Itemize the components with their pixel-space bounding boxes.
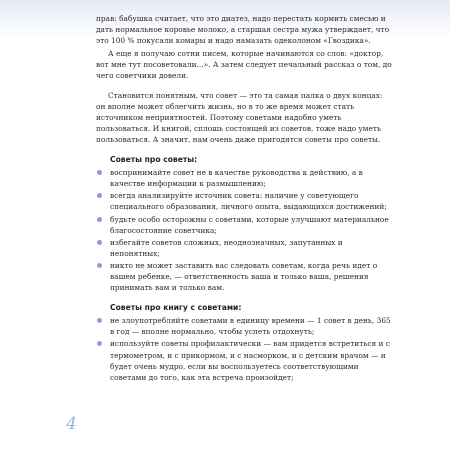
bullet-icon	[97, 193, 102, 198]
paragraph-letters: А еще я получаю сотни писем, которые начинаются со слов: «доктор, вот мне тут посоветовали...». А затем следует печальный рассказ о том, до чего советчики довели.	[96, 49, 392, 81]
list-item-text: не злоупотребляйте советами в единицу времени — 1 совет в день, 365 в год — вполне нормально, чтобы успеть отдохнуть;	[110, 316, 391, 337]
list-item	[96, 237, 392, 259]
list-item-text: воспринимайте совет не в качестве руководства к действию, а в качестве информации к размышлению;	[110, 168, 363, 189]
bullet-icon	[97, 240, 102, 245]
book-advice-list	[96, 315, 392, 383]
bullet-icon	[97, 170, 102, 175]
list-item	[96, 315, 392, 337]
advice-list	[96, 167, 392, 293]
page-text	[96, 13, 392, 384]
list-item-text: никто не может заставить вас следовать советам, когда речь идет о вашем ребенке, — ответственность ваша и только ваша, решения принимать вам и только вам.	[110, 260, 378, 293]
bullet-icon	[97, 318, 102, 323]
list-item-text: избегайте советов сложных, неоднозначных, запутанных и непонятных;	[110, 237, 343, 258]
section-heading-book-advice: Советы про книгу с советами:	[110, 303, 242, 313]
list-item	[96, 190, 392, 212]
list-item	[96, 260, 392, 293]
list-item-text: используйте советы профилактически — вам придется встретиться и с термометром, и с прикормом, и с насморком, и с детским врачом — и будет очень мудро, если вы воспользуетесь соответствующими советами до того, как эта встреча произойдет;	[110, 339, 390, 382]
bullet-icon	[97, 263, 102, 268]
list-item	[96, 338, 392, 382]
page-number: 4	[66, 414, 77, 434]
paragraph-continued: прав: бабушка считает, что это диатез, надо перестать кормить смесью и дать нормальное коровье молоко, а старшая сестра мужа утверждает, что это 100 % покусали комары и надо намазать одеколоном «Гвоздика».	[96, 14, 390, 46]
list-item	[96, 214, 392, 236]
section-heading-advice-about-advice: Советы про советы:	[110, 155, 198, 165]
list-item-text: будьте особо осторожны с советами, которые улучшают материальное благосостояние советчика;	[110, 214, 389, 235]
bullet-icon	[97, 217, 102, 222]
paragraph-advice-stick: Становится понятным, что совет — это та самая палка о двух концах: он вполне может облегчить жизнь, но в то же время может стать источником неприятностей. Поэтому советами надобно уметь пользоваться. И книгой, сплошь состоящей из советов, тоже надо уметь пользоваться. А значит, нам очень даже пригодятся советы про советы.	[96, 90, 383, 144]
list-item	[96, 167, 392, 189]
bullet-icon	[97, 341, 102, 346]
list-item-text: всегда анализируйте источник совета: наличие у советующего специального образования, личного опыта, выдающихся достижений;	[110, 191, 387, 212]
